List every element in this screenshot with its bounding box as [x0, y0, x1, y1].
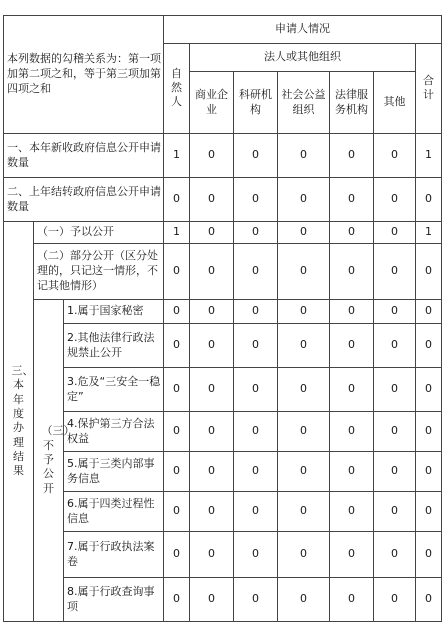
- cell: 0: [234, 178, 278, 222]
- cell: 0: [278, 452, 330, 492]
- cell: 0: [374, 452, 416, 492]
- cell: 0: [374, 134, 416, 178]
- header-total: 合计: [416, 44, 442, 134]
- cell: 0: [190, 222, 234, 244]
- cell: 0: [374, 532, 416, 578]
- cell: 0: [278, 412, 330, 452]
- cell: 0: [278, 368, 330, 412]
- cell: 0: [416, 578, 442, 622]
- header-natural-person: 自然人: [164, 44, 190, 134]
- cell: 0: [190, 324, 234, 368]
- cell: 0: [330, 532, 374, 578]
- cell: 0: [416, 368, 442, 412]
- cell: 0: [234, 492, 278, 532]
- cell: 0: [234, 244, 278, 300]
- cell: 0: [190, 578, 234, 622]
- row-label-item-1: 1.属于国家秘密: [64, 300, 164, 324]
- table-row: [4, 412, 442, 452]
- cell: 0: [164, 300, 190, 324]
- cell: 0: [416, 492, 442, 532]
- row-label-item-2: 2.其他法律行政法规禁止公开: [64, 324, 164, 368]
- header-col-legal-service: 法律服务机构: [330, 72, 374, 134]
- cell: 0: [374, 324, 416, 368]
- row-label-item-6: 6.属于四类过程性信息: [64, 492, 164, 532]
- row-label-carryover: 二、上年结转政府信息公开申请数量: [4, 178, 164, 222]
- header-legal-person: 法人或其他组织: [190, 44, 416, 72]
- disclosure-table: [3, 15, 442, 622]
- cell: 0: [190, 244, 234, 300]
- corner-note: 本列数据的勾稽关系为：第一项加第二项之和，等于第三项加第四项之和: [4, 16, 164, 134]
- cell: 0: [278, 222, 330, 244]
- cell: 0: [234, 324, 278, 368]
- cell: 1: [164, 222, 190, 244]
- row-label-item-5: 5.属于三类内部事务信息: [64, 452, 164, 492]
- cell: 0: [374, 244, 416, 300]
- cell: 0: [234, 368, 278, 412]
- cell: 0: [164, 492, 190, 532]
- cell: 0: [278, 578, 330, 622]
- cell: 0: [278, 532, 330, 578]
- cell: 0: [234, 578, 278, 622]
- cell: 0: [234, 134, 278, 178]
- cell: 0: [190, 492, 234, 532]
- cell: 0: [190, 452, 234, 492]
- cell: 0: [330, 244, 374, 300]
- cell: 0: [416, 324, 442, 368]
- header-col-public-welfare: 社会公益组织: [278, 72, 330, 134]
- cell: 0: [234, 532, 278, 578]
- header-col-business: 商业企业: [190, 72, 234, 134]
- cell: 0: [374, 222, 416, 244]
- table-row: [4, 532, 442, 578]
- table-row: [4, 452, 442, 492]
- cell: 0: [330, 412, 374, 452]
- table-row: [4, 178, 442, 222]
- cell: 0: [164, 532, 190, 578]
- cell: 0: [330, 324, 374, 368]
- cell: 0: [330, 300, 374, 324]
- cell: 0: [278, 492, 330, 532]
- cell: 0: [330, 178, 374, 222]
- cell: 0: [278, 134, 330, 178]
- results-section-label: 三、本年度办理结果: [4, 222, 34, 622]
- row-label-new: 一、本年新收政府信息公开申请数量: [4, 134, 164, 178]
- cell: 1: [164, 134, 190, 178]
- cell: 0: [330, 578, 374, 622]
- header-col-research: 科研机构: [234, 72, 278, 134]
- header-col-other: 其他: [374, 72, 416, 134]
- cell: 0: [190, 368, 234, 412]
- cell: 0: [278, 178, 330, 222]
- table-row: [4, 492, 442, 532]
- row-label-item-7: 7.属于行政执法案卷: [64, 532, 164, 578]
- cell: 0: [164, 324, 190, 368]
- table-row: [4, 300, 442, 324]
- cell: 0: [234, 452, 278, 492]
- cell: 0: [190, 532, 234, 578]
- cell: 0: [416, 452, 442, 492]
- cell: 0: [416, 532, 442, 578]
- cell: 0: [416, 412, 442, 452]
- cell: 0: [330, 222, 374, 244]
- cell: 0: [190, 178, 234, 222]
- cell: 0: [374, 578, 416, 622]
- header-applicant: 申请人情况: [164, 16, 442, 44]
- cell: 0: [190, 300, 234, 324]
- cell: 0: [374, 412, 416, 452]
- table-row: [4, 368, 442, 412]
- cell: 0: [234, 300, 278, 324]
- cell: 0: [190, 134, 234, 178]
- cell: 0: [374, 300, 416, 324]
- table-row: [4, 244, 442, 300]
- table-row: [4, 324, 442, 368]
- row-label-partial: （二）部分公开（区分处理的，只记这一情形，不记其他情形）: [34, 244, 164, 300]
- cell: 1: [416, 222, 442, 244]
- cell: 0: [330, 492, 374, 532]
- cell: 0: [164, 452, 190, 492]
- cell: 0: [330, 368, 374, 412]
- cell: 0: [330, 452, 374, 492]
- cell: 0: [330, 134, 374, 178]
- row-label-item-3: 3.危及“三安全一稳定”: [64, 368, 164, 412]
- cell: 0: [278, 244, 330, 300]
- row-label-item-8: 8.属于行政查询事项: [64, 578, 164, 622]
- table-row: [4, 578, 442, 622]
- row-label-item-4: 4.保护第三方合法权益: [64, 412, 164, 452]
- cell: 0: [278, 300, 330, 324]
- cell: 0: [374, 368, 416, 412]
- cell: 0: [234, 222, 278, 244]
- cell: 0: [416, 244, 442, 300]
- cell: 0: [164, 178, 190, 222]
- table-row: [4, 134, 442, 178]
- cell: 0: [278, 324, 330, 368]
- row-label-public: （一）予以公开: [34, 222, 164, 244]
- table-row: [4, 222, 442, 244]
- cell: 0: [234, 412, 278, 452]
- cell: 0: [374, 178, 416, 222]
- cell: 0: [164, 578, 190, 622]
- cell: 0: [416, 178, 442, 222]
- cell: 0: [374, 492, 416, 532]
- cell: 1: [416, 134, 442, 178]
- cell: 0: [164, 412, 190, 452]
- cell: 0: [416, 300, 442, 324]
- not-public-label: （三）不予公开: [34, 300, 64, 622]
- cell: 0: [164, 244, 190, 300]
- cell: 0: [190, 412, 234, 452]
- cell: 0: [164, 368, 190, 412]
